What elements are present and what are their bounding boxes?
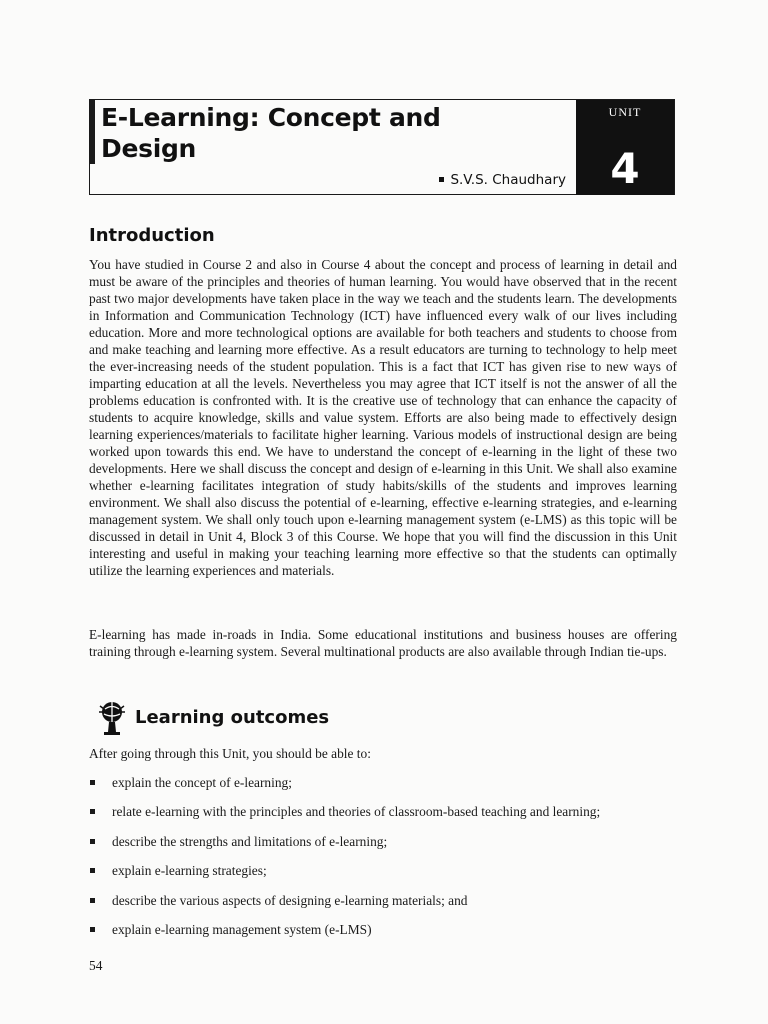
author-line xyxy=(439,172,566,188)
introduction-heading: Introduction xyxy=(89,225,215,246)
introduction-paragraph-2: E-learning has made in-roads in India. Some educational institutions and business houses are offering training through e-learning system. Several multinational products are also available through Indian tie-ups. xyxy=(89,627,677,659)
globe-figure-icon xyxy=(96,700,128,736)
author-name: S.V.S. Chaudhary xyxy=(450,172,566,188)
unit-number: 4 xyxy=(610,144,640,193)
list-item-text: describe the various aspects of designing e-learning materials; and xyxy=(112,892,468,908)
outcomes-list xyxy=(89,775,689,951)
list-item xyxy=(89,863,689,892)
bullet-icon xyxy=(90,927,95,932)
learning-outcomes-heading: Learning outcomes xyxy=(135,707,330,728)
list-item xyxy=(89,775,689,804)
list-item-text: explain the concept of e-learning; xyxy=(112,775,292,790)
title-accent-bar xyxy=(90,100,95,164)
list-item-text: relate e-learning with the principles and theories of classroom-based teaching and learning; xyxy=(112,804,601,820)
introduction-paragraph-1: You have studied in Course 2 and also in Course 4 about the concept and process of learning in detail and must be aware of the principles and theories of human learning. You would have observed that in the recent past two major developments have taken place in the way we teach and the students learn. The developments in Information and Communication Technology (ICT) have influenced every walk of our lives including education. More and more technological options are available for both teachers and students to choose from and make teaching and learning more effective. As a result educators are turning to technology to help meet the ever-increasing needs of the student population. This is a fact that ICT has given rise to new ways of imparting education at all the levels. Nevertheless you may agree that ICT itself is not the answer of all the problems education is confronted with. It is the creative use of technology that can enhance the capacity of students to acquire knowledge, skills and value system. Efforts are also being made to effectively design learning experiences/materials to facilitate higher learning. Various models of instructional design are being worked upon towards this end. We have to understand the concept of e-learning in the light of these two developments. Here we shall discuss the concept and design of e-learning in this Unit. We shall also examine whether e-learning facilitates integration of study habits/skills of the students and improves learning environment. We shall also discuss the potential of e-learning, effective e-learning strategies, and e-learning management system. We shall only touch upon e-learning management system (e-LMS) as this topic will be discussed in detail in Unit 4, Block 3 of this Course. We hope that you will find the discussion in this Unit interesting and useful in making your teaching learning more effective so that the students can optimally utilize the learning experiences and materials. xyxy=(89,257,677,578)
page-title: E-Learning: Concept and Design xyxy=(101,103,441,163)
bullet-icon xyxy=(90,898,95,903)
list-item-text: explain e-learning strategies; xyxy=(112,863,267,879)
page-number: 54 xyxy=(89,958,103,973)
outcomes-intro: After going through this Unit, you should be able to: xyxy=(89,746,371,761)
list-item xyxy=(89,834,689,863)
title-box xyxy=(89,99,675,195)
list-item-text: explain e-learning management system (e-LMS) xyxy=(112,921,372,937)
unit-label: UNIT xyxy=(608,105,642,119)
unit-badge xyxy=(576,100,674,195)
list-item xyxy=(89,804,689,833)
bullet-icon xyxy=(90,809,95,814)
bullet-icon xyxy=(439,177,444,182)
bullet-icon xyxy=(90,780,95,785)
bullet-icon xyxy=(90,868,95,873)
bullet-icon xyxy=(90,839,95,844)
list-item-text: describe the strengths and limitations of e-learning; xyxy=(112,833,388,849)
list-item xyxy=(89,922,689,951)
list-item xyxy=(89,893,689,922)
